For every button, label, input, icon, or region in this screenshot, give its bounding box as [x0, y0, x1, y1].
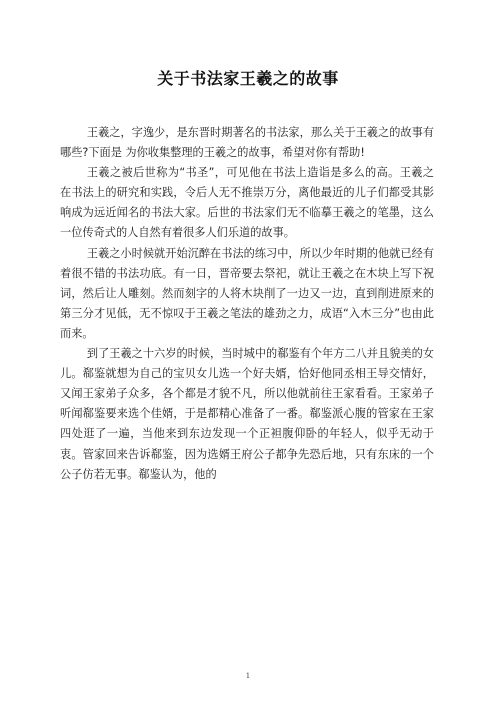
- paragraph-dongchuang: 到了王羲之十六岁的时候，当时城中的郗鉴有个年方二八并且貌美的女儿。郗鉴就想为自己的宝贝女儿选一个好夫婿，恰好他同丞相王导交情好，又闻王家弟子众多，各个都是才貌不凡，所以他就前往王家看看。王家弟子听闻郗鉴要来选个佳婿，于是都精心准备了一番。郗鉴派心腹的管家在王家四处逛了一遍，当他来到东边发现一个正袒腹仰卧的年轻人，似乎无动于衷。管家回来告诉郗鉴，因为选婿王府公子都争先恐后地，只有东床的一个公子仿若无事。郗鉴认为，他的: [60, 347, 434, 481]
- paragraph-intro: 王羲之，字逸少，是东晋时期著名的书法家，那么关于王羲之的故事有哪些?下面是 为你收集整理的王羲之的故事，希望对你有帮助!: [60, 126, 434, 160]
- document-title: 关于书法家王羲之的故事: [157, 69, 339, 88]
- paragraph-shusheng: 王羲之被后世称为“书圣”，可见他在书法上造诣是多么的高。王羲之在书法上的研究和实践，令后人无不推崇万分，离他最近的儿子们都受其影响成为远近闻名的书法大家。后世的书法家们无不临摹王羲之的笔墨，这么一位传奇式的人自然有着很多人们乐道的故事。: [60, 166, 434, 240]
- document-body: [60, 123, 434, 485]
- page-number: 1: [245, 672, 251, 680]
- paragraph-rumusanfen: 王羲之小时候就开始沉醉在书法的练习中，所以少年时期的他就已经有着很不错的书法功底。有一日，晋帝要去祭祀，就让王羲之在木块上写下祝词，然后让人雕刻。然而刻字的人将木块削了一边又一边，直到削进原来的第三分才见低，无不惊叹于王羲之笔法的雄劲之力，成语“入木三分”也由此而来。: [60, 246, 434, 340]
